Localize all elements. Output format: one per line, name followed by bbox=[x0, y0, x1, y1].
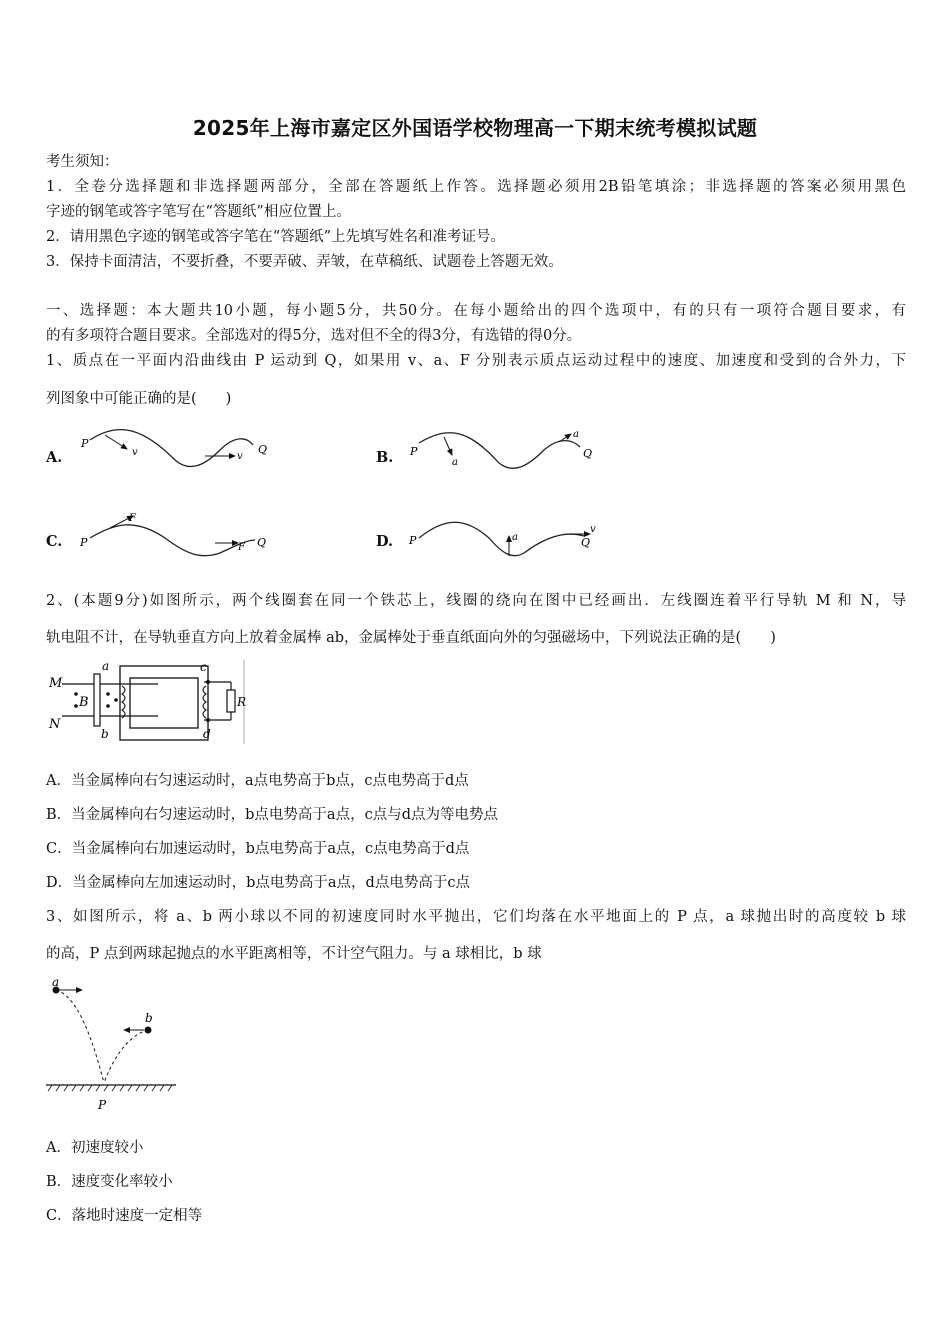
q2-c-label: c bbox=[200, 660, 207, 674]
q3-stem-2: 的高，P 点到两球起抛点的水平距离相等，不计空气阻力。与 a 球相比，b 球 bbox=[46, 946, 542, 962]
q1a-p-label: P bbox=[81, 437, 89, 450]
q2-d-label: d bbox=[203, 727, 211, 741]
q2-stem-1: 2、(本题9分)如图所示，两个线圈套在同一个铁芯上，线圈的绕向在图中已经画出．左线圈连着平行导轨 M 和 N，导 bbox=[46, 593, 906, 609]
q1b-q-label: Q bbox=[583, 447, 593, 460]
q1d-p-label: P bbox=[409, 534, 417, 547]
q1-figure-c bbox=[75, 508, 275, 566]
q1-option-a-label: A. bbox=[46, 449, 63, 466]
notice-heading: 考生须知： bbox=[46, 154, 119, 170]
q1a-v2-label: v bbox=[237, 451, 243, 462]
section-intro-1: 一、选择题：本大题共10小题，每小题5分，共50分。在每小题给出的四个选项中，有的只有一项符合题目要求，有 bbox=[46, 303, 906, 319]
q1d-a-label: a bbox=[512, 532, 518, 543]
notice-item-3: 3．保持卡面清洁，不要折叠，不要弄破、弄皱，在草稿纸、试题卷上答题无效。 bbox=[46, 254, 563, 270]
q3-stem-1: 3、如图所示，将 a、b 两小球以不同的初速度同时水平抛出，它们均落在水平地面上的 P 点，a 球抛出时的高度较 b 球 bbox=[46, 909, 906, 925]
q2-b-label: b bbox=[101, 727, 109, 741]
section-intro-2: 的有多项符合题目要求。全部选对的得5分，选对但不全的得3分，有选错的得0分。 bbox=[46, 328, 582, 344]
q3-p-label: P bbox=[98, 1098, 107, 1112]
q2-option-b: B．当金属棒向右匀速运动时，b点电势高于a点，c点与d点为等电势点 bbox=[46, 807, 498, 823]
q1-figure-a bbox=[75, 425, 275, 475]
q1-figure-b bbox=[404, 425, 604, 475]
q1-option-b-label: B. bbox=[376, 449, 394, 466]
q2-option-a: A．当金属棒向右匀速运动时，a点电势高于b点，c点电势高于d点 bbox=[46, 773, 469, 789]
q1-option-c-label: C. bbox=[46, 533, 63, 550]
q3-b-label: b bbox=[145, 1011, 153, 1025]
q1c-p-label: P bbox=[80, 536, 88, 549]
notice-item-2: 2．请用黑色字迹的钢笔或答字笔在“答题纸”上先填写姓名和准考证号。 bbox=[46, 229, 506, 245]
q1a-q-label: Q bbox=[258, 443, 268, 456]
q2-stem-2: 轨电阻不计，在导轨垂直方向上放着金属棒 ab，金属棒处于垂直纸面向外的匀强磁场中，下列说法正确的是( ) bbox=[46, 630, 776, 646]
q1c-f2-label: F bbox=[238, 542, 245, 553]
q1b-a1-label: a bbox=[452, 457, 458, 468]
q2-m-label: M bbox=[49, 676, 63, 691]
q3-option-a: A．初速度较小 bbox=[46, 1140, 144, 1156]
q2-option-d: D．当金属棒向左加速运动时，b点电势高于a点，d点电势高于c点 bbox=[46, 875, 470, 891]
q1d-v-label: v bbox=[590, 524, 596, 535]
q3-a-label: a bbox=[52, 975, 60, 989]
q2-b-field-label: B bbox=[79, 695, 89, 710]
q1d-q-label: Q bbox=[581, 536, 591, 549]
q1-figure-d bbox=[404, 508, 604, 566]
page-title: 2025年上海市嘉定区外国语学校物理高一下期末统考模拟试题 bbox=[192, 116, 758, 140]
q1a-v1-label: v bbox=[132, 447, 138, 458]
q1c-q-label: Q bbox=[257, 536, 267, 549]
q2-figure-transformer bbox=[46, 656, 246, 748]
q1-stem-1: 1、质点在一平面内沿曲线由 P 运动到 Q，如果用 v、a、F 分别表示质点运动过程中的速度、加速度和受到的合外力，下 bbox=[46, 353, 906, 369]
q1-stem-2: 列图象中可能正确的是( ) bbox=[46, 391, 232, 407]
q3-option-c: C．落地时速度一定相等 bbox=[46, 1208, 203, 1224]
q1-option-d-label: D. bbox=[376, 533, 394, 550]
notice-item-1a: 1．全卷分选择题和非选择题两部分，全部在答题纸上作答。选择题必须用2B铅笔填涂；非选择题的答案必须用黑色 bbox=[46, 179, 906, 195]
q2-a-label: a bbox=[102, 659, 110, 673]
q2-option-c: C．当金属棒向右加速运动时，b点电势高于a点，c点电势高于d点 bbox=[46, 841, 470, 857]
notice-item-1b: 字迹的钢笔或答字笔写在“答题纸”相应位置上。 bbox=[46, 204, 351, 220]
q1b-p-label: P bbox=[410, 445, 418, 458]
q1b-a2-label: a bbox=[573, 429, 579, 440]
q2-r-label: R bbox=[237, 695, 246, 709]
q3-figure-projectile bbox=[44, 975, 184, 1115]
q3-option-b: B．速度变化率较小 bbox=[46, 1174, 173, 1190]
q2-n-label: N bbox=[49, 717, 61, 732]
q1c-f1-label: F bbox=[129, 513, 136, 524]
